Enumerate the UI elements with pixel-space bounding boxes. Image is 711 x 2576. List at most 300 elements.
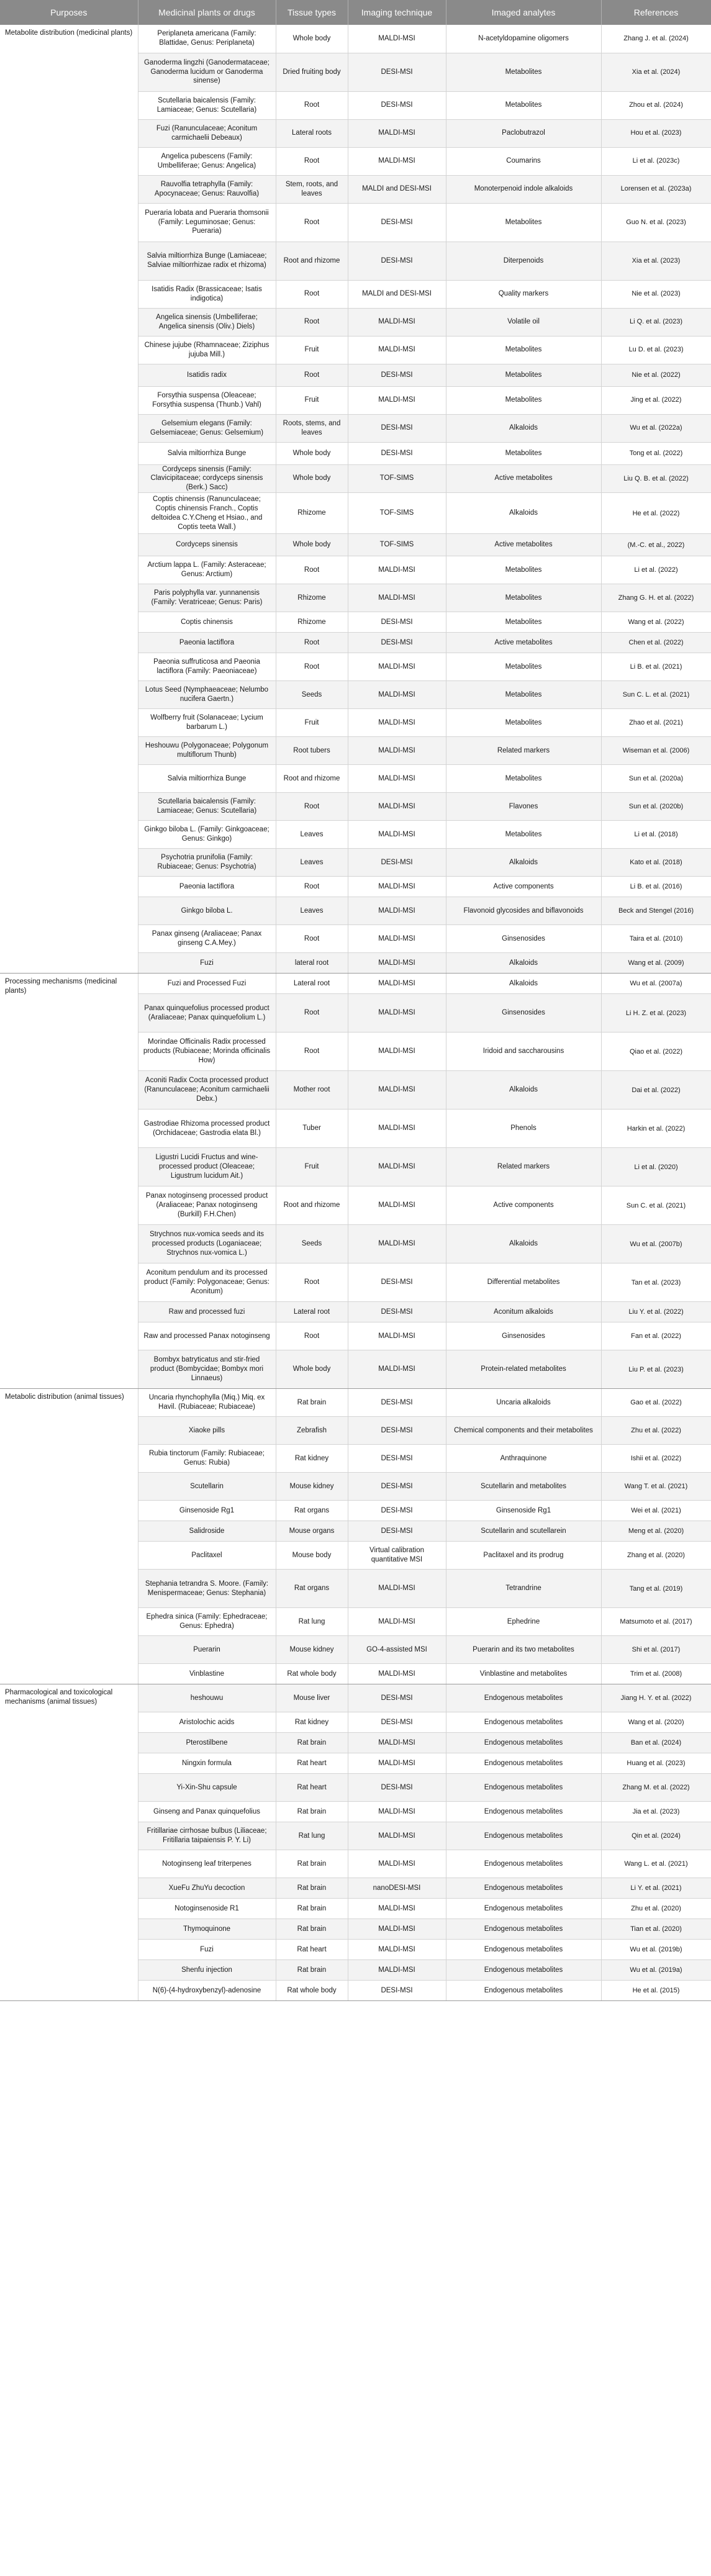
analytes-cell: Endogenous metabolites bbox=[446, 1712, 601, 1733]
reference-cell: He et al. (2015) bbox=[601, 1981, 711, 2001]
technique-cell: MALDI-MSI bbox=[348, 1071, 446, 1109]
technique-cell: MALDI-MSI bbox=[348, 1033, 446, 1071]
technique-cell: MALDI-MSI bbox=[348, 1664, 446, 1684]
plant-cell: Pueraria lobata and Pueraria thomsonii (Family: Leguminosae; Genus: Pueraria) bbox=[138, 203, 276, 242]
plant-cell: Paclitaxel bbox=[138, 1542, 276, 1570]
analytes-cell: Iridoid and saccharousins bbox=[446, 1033, 601, 1071]
reference-cell: Harkin et al. (2022) bbox=[601, 1109, 711, 1148]
analytes-cell: Vinblastine and metabolites bbox=[446, 1664, 601, 1684]
purpose-cell: Metabolite distribution (medicinal plants) bbox=[0, 25, 138, 974]
reference-cell: Nie et al. (2022) bbox=[601, 364, 711, 386]
tissue-cell: Leaves bbox=[276, 821, 348, 849]
technique-cell: DESI-MSI bbox=[348, 1263, 446, 1302]
analytes-cell: Metabolites bbox=[446, 709, 601, 737]
header-tissue-types: Tissue types bbox=[276, 0, 348, 25]
tissue-cell: Rat lung bbox=[276, 1822, 348, 1850]
plant-cell: Fuzi bbox=[138, 953, 276, 974]
technique-cell: MALDI-MSI bbox=[348, 336, 446, 364]
analytes-cell: Metabolites bbox=[446, 681, 601, 709]
plant-cell: XueFu ZhuYu decoction bbox=[138, 1878, 276, 1899]
tissue-cell: Root bbox=[276, 147, 348, 175]
plant-cell: Isatidis radix bbox=[138, 364, 276, 386]
analytes-cell: Active metabolites bbox=[446, 464, 601, 493]
technique-cell: DESI-MSI bbox=[348, 1473, 446, 1501]
technique-cell: MALDI-MSI bbox=[348, 584, 446, 612]
technique-cell: MALDI-MSI bbox=[348, 1322, 446, 1350]
technique-cell: DESI-MSI bbox=[348, 442, 446, 464]
analytes-cell: N-acetyldopamine oligomers bbox=[446, 25, 601, 53]
analytes-cell: Paclitaxel and its prodrug bbox=[446, 1542, 601, 1570]
analytes-cell: Endogenous metabolites bbox=[446, 1878, 601, 1899]
header-medicinal-plants: Medicinal plants or drugs bbox=[138, 0, 276, 25]
purpose-cell: Metabolic distribution (animal tissues) bbox=[0, 1389, 138, 1684]
plant-cell: Thymoquinone bbox=[138, 1919, 276, 1940]
plant-cell: Paris polyphylla var. yunnanensis (Family: Veratriceae; Genus: Paris) bbox=[138, 584, 276, 612]
plant-cell: Periplaneta americana (Family: Blattidae, Genus: Periplaneta) bbox=[138, 25, 276, 53]
reference-cell: Wiseman et al. (2006) bbox=[601, 737, 711, 765]
reference-cell: Sun C. et al. (2021) bbox=[601, 1186, 711, 1225]
plant-cell: Shenfu injection bbox=[138, 1960, 276, 1981]
tissue-cell: Zebrafish bbox=[276, 1417, 348, 1445]
analytes-cell: Chemical components and their metabolites bbox=[446, 1417, 601, 1445]
tissue-cell: Root bbox=[276, 793, 348, 821]
reference-cell: Li Y. et al. (2021) bbox=[601, 1878, 711, 1899]
technique-cell: MALDI-MSI bbox=[348, 119, 446, 147]
reference-cell: Ban et al. (2024) bbox=[601, 1733, 711, 1753]
reference-cell: Chen et al. (2022) bbox=[601, 633, 711, 653]
plant-cell: Fuzi bbox=[138, 1940, 276, 1960]
reference-cell: Li et al. (2023c) bbox=[601, 147, 711, 175]
tissue-cell: Rat brain bbox=[276, 1919, 348, 1940]
plant-cell: Ephedra sinica (Family: Ephedraceae; Genus: Ephedra) bbox=[138, 1608, 276, 1636]
plant-cell: Heshouwu (Polygonaceae; Polygonum multiflorum Thunb) bbox=[138, 737, 276, 765]
plant-cell: Xiaoke pills bbox=[138, 1417, 276, 1445]
plant-cell: Scutellarin bbox=[138, 1473, 276, 1501]
tissue-cell: Mouse liver bbox=[276, 1684, 348, 1712]
technique-cell: MALDI-MSI bbox=[348, 653, 446, 681]
tissue-cell: Mother root bbox=[276, 1071, 348, 1109]
tissue-cell: Root bbox=[276, 556, 348, 584]
reference-cell: Li B. et al. (2016) bbox=[601, 877, 711, 897]
analytes-cell: Ephedrine bbox=[446, 1608, 601, 1636]
tissue-cell: Rat brain bbox=[276, 1878, 348, 1899]
table-row bbox=[0, 25, 711, 53]
analytes-cell: Phenols bbox=[446, 1109, 601, 1148]
reference-cell: Kato et al. (2018) bbox=[601, 849, 711, 877]
technique-cell: DESI-MSI bbox=[348, 203, 446, 242]
tissue-cell: Root bbox=[276, 308, 348, 336]
technique-cell: Virtual calibration quantitative MSI bbox=[348, 1542, 446, 1570]
technique-cell: TOF-SIMS bbox=[348, 493, 446, 534]
analytes-cell: Metabolites bbox=[446, 53, 601, 91]
reference-cell: Shi et al. (2017) bbox=[601, 1636, 711, 1664]
technique-cell: DESI-MSI bbox=[348, 53, 446, 91]
plant-cell: Salvia miltiorrhiza Bunge bbox=[138, 442, 276, 464]
reference-cell: Gao et al. (2022) bbox=[601, 1389, 711, 1417]
tissue-cell: Rat organs bbox=[276, 1501, 348, 1521]
tissue-cell: Root bbox=[276, 203, 348, 242]
reference-cell: Zhang J. et al. (2024) bbox=[601, 25, 711, 53]
plant-cell: Morindae Officinalis Radix processed products (Rubiaceae; Morinda officinalis How) bbox=[138, 1033, 276, 1071]
plant-cell: Cordyceps sinensis (Family: Clavicipitaceae; cordyceps sinensis (Berk.) Sacc) bbox=[138, 464, 276, 493]
technique-cell: DESI-MSI bbox=[348, 1684, 446, 1712]
tissue-cell: Root bbox=[276, 653, 348, 681]
analytes-cell: Coumarins bbox=[446, 147, 601, 175]
tissue-cell: Lateral root bbox=[276, 974, 348, 994]
plant-cell: Chinese jujube (Rhamnaceae; Ziziphus jujuba Mill.) bbox=[138, 336, 276, 364]
technique-cell: MALDI-MSI bbox=[348, 681, 446, 709]
tissue-cell: Mouse organs bbox=[276, 1521, 348, 1542]
tissue-cell: Fruit bbox=[276, 1148, 348, 1186]
analytes-cell: Endogenous metabolites bbox=[446, 1733, 601, 1753]
reference-cell: Matsumoto et al. (2017) bbox=[601, 1608, 711, 1636]
technique-cell: MALDI-MSI bbox=[348, 1350, 446, 1389]
plant-cell: Salidroside bbox=[138, 1521, 276, 1542]
tissue-cell: Rhizome bbox=[276, 493, 348, 534]
plant-cell: Aristolochic acids bbox=[138, 1712, 276, 1733]
reference-cell: Tang et al. (2019) bbox=[601, 1570, 711, 1608]
tissue-cell: Tuber bbox=[276, 1109, 348, 1148]
technique-cell: DESI-MSI bbox=[348, 1981, 446, 2001]
tissue-cell: Rhizome bbox=[276, 612, 348, 633]
technique-cell: MALDI-MSI bbox=[348, 556, 446, 584]
technique-cell: MALDI-MSI bbox=[348, 765, 446, 793]
reference-cell: Li Q. et al. (2023) bbox=[601, 308, 711, 336]
technique-cell: MALDI-MSI bbox=[348, 737, 446, 765]
analytes-cell: Endogenous metabolites bbox=[446, 1684, 601, 1712]
technique-cell: MALDI and DESI-MSI bbox=[348, 280, 446, 308]
plant-cell: Salvia miltiorrhiza Bunge bbox=[138, 765, 276, 793]
reference-cell: Jiang H. Y. et al. (2022) bbox=[601, 1684, 711, 1712]
analytes-cell: Metabolites bbox=[446, 765, 601, 793]
technique-cell: MALDI-MSI bbox=[348, 793, 446, 821]
reference-cell: Beck and Stengel (2016) bbox=[601, 897, 711, 925]
analytes-cell: Endogenous metabolites bbox=[446, 1960, 601, 1981]
analytes-cell: Endogenous metabolites bbox=[446, 1822, 601, 1850]
analytes-cell: Metabolites bbox=[446, 203, 601, 242]
analytes-cell: Endogenous metabolites bbox=[446, 1899, 601, 1919]
tissue-cell: Root bbox=[276, 633, 348, 653]
tissue-cell: Lateral roots bbox=[276, 119, 348, 147]
reference-cell: Liu P. et al. (2023) bbox=[601, 1350, 711, 1389]
tissue-cell: Fruit bbox=[276, 709, 348, 737]
reference-cell: Zhang G. H. et al. (2022) bbox=[601, 584, 711, 612]
plant-cell: Stephania tetrandra S. Moore. (Family: Menispermaceae; Genus: Stephania) bbox=[138, 1570, 276, 1608]
analytes-cell: Endogenous metabolites bbox=[446, 1802, 601, 1822]
plant-cell: Paeonia lactiflora bbox=[138, 633, 276, 653]
reference-cell: Fan et al. (2022) bbox=[601, 1322, 711, 1350]
technique-cell: MALDI-MSI bbox=[348, 974, 446, 994]
plant-cell: Puerarin bbox=[138, 1636, 276, 1664]
technique-cell: MALDI and DESI-MSI bbox=[348, 175, 446, 203]
tissue-cell: Rat kidney bbox=[276, 1712, 348, 1733]
technique-cell: TOF-SIMS bbox=[348, 534, 446, 556]
tissue-cell: Root bbox=[276, 1263, 348, 1302]
plant-cell: Salvia miltiorrhiza Bunge (Lamiaceae; Salviae miltiorrhizae radix et rhizoma) bbox=[138, 242, 276, 280]
plant-cell: Paeonia suffruticosa and Paeonia lactiflora (Family: Paeoniaceae) bbox=[138, 653, 276, 681]
tissue-cell: Rat lung bbox=[276, 1608, 348, 1636]
reference-cell: Wu et al. (2007b) bbox=[601, 1225, 711, 1263]
tissue-cell: Mouse kidney bbox=[276, 1473, 348, 1501]
plant-cell: Uncaria rhynchophylla (Miq.) Miq. ex Havil. (Rubiaceae; Rubiaceae) bbox=[138, 1389, 276, 1417]
plant-cell: Paeonia lactiflora bbox=[138, 877, 276, 897]
analytes-cell: Related markers bbox=[446, 1148, 601, 1186]
header-purposes: Purposes bbox=[0, 0, 138, 25]
reference-cell: Qin et al. (2024) bbox=[601, 1822, 711, 1850]
reference-cell: Sun et al. (2020a) bbox=[601, 765, 711, 793]
plant-cell: Lotus Seed (Nymphaeaceae; Nelumbo nucifera Gaertn.) bbox=[138, 681, 276, 709]
technique-cell: DESI-MSI bbox=[348, 1389, 446, 1417]
reference-cell: Zhu et al. (2020) bbox=[601, 1899, 711, 1919]
technique-cell: MALDI-MSI bbox=[348, 1919, 446, 1940]
tissue-cell: Root bbox=[276, 994, 348, 1033]
analytes-cell: Quality markers bbox=[446, 280, 601, 308]
tissue-cell: Rat brain bbox=[276, 1899, 348, 1919]
analytes-cell: Anthraquinone bbox=[446, 1445, 601, 1473]
technique-cell: MALDI-MSI bbox=[348, 1940, 446, 1960]
plant-cell: Psychotria prunifolia (Family: Rubiaceae; Genus: Psychotria) bbox=[138, 849, 276, 877]
plant-cell: Panax ginseng (Araliaceae; Panax ginseng C.A.Mey.) bbox=[138, 925, 276, 953]
analytes-cell: Flavones bbox=[446, 793, 601, 821]
plant-cell: Arctium lappa L. (Family: Asteraceae; Genus: Arctium) bbox=[138, 556, 276, 584]
tissue-cell: Rat whole body bbox=[276, 1664, 348, 1684]
technique-cell: TOF-SIMS bbox=[348, 464, 446, 493]
reference-cell: Guo N. et al. (2023) bbox=[601, 203, 711, 242]
technique-cell: DESI-MSI bbox=[348, 1521, 446, 1542]
analytes-cell: Endogenous metabolites bbox=[446, 1850, 601, 1878]
plant-cell: Aconitum pendulum and its processed product (Family: Polygonaceae; Genus: Aconitum) bbox=[138, 1263, 276, 1302]
analytes-cell: Ginsenosides bbox=[446, 994, 601, 1033]
reference-cell: Jia et al. (2023) bbox=[601, 1802, 711, 1822]
tissue-cell: Whole body bbox=[276, 1350, 348, 1389]
tissue-cell: Rat brain bbox=[276, 1389, 348, 1417]
plant-cell: Notoginsenoside R1 bbox=[138, 1899, 276, 1919]
plant-cell: heshouwu bbox=[138, 1684, 276, 1712]
reference-cell: Wu et al. (2019b) bbox=[601, 1940, 711, 1960]
tissue-cell: Root and rhizome bbox=[276, 242, 348, 280]
plant-cell: Coptis chinensis bbox=[138, 612, 276, 633]
plant-cell: Strychnos nux-vomica seeds and its processed products (Loganiaceae; Strychnos nux-vomica L.) bbox=[138, 1225, 276, 1263]
analytes-cell: Alkaloids bbox=[446, 849, 601, 877]
reference-cell: Sun et al. (2020b) bbox=[601, 793, 711, 821]
analytes-cell: Protein-related metabolites bbox=[446, 1350, 601, 1389]
technique-cell: MALDI-MSI bbox=[348, 821, 446, 849]
plant-cell: Panax quinquefolius processed product (Araliaceae; Panax quinquefolium L.) bbox=[138, 994, 276, 1033]
header-imaged-analytes: Imaged analytes bbox=[446, 0, 601, 25]
tissue-cell: Rat whole body bbox=[276, 1981, 348, 2001]
analytes-cell: Active components bbox=[446, 877, 601, 897]
technique-cell: MALDI-MSI bbox=[348, 994, 446, 1033]
reference-cell: Lorensen et al. (2023a) bbox=[601, 175, 711, 203]
tissue-cell: Root tubers bbox=[276, 737, 348, 765]
header-imaging-technique: Imaging technique bbox=[348, 0, 446, 25]
analytes-cell: Alkaloids bbox=[446, 493, 601, 534]
plant-cell: Ginseng and Panax quinquefolius bbox=[138, 1802, 276, 1822]
reference-cell: Zhou et al. (2024) bbox=[601, 91, 711, 119]
reference-cell: Lu D. et al. (2023) bbox=[601, 336, 711, 364]
analytes-cell: Metabolites bbox=[446, 612, 601, 633]
technique-cell: MALDI-MSI bbox=[348, 1960, 446, 1981]
reference-cell: Li et al. (2020) bbox=[601, 1148, 711, 1186]
reference-cell: Xia et al. (2024) bbox=[601, 53, 711, 91]
plant-cell: Fuzi (Ranunculaceae; Aconitum carmichaelii Debeaux) bbox=[138, 119, 276, 147]
analytes-cell: Tetrandrine bbox=[446, 1570, 601, 1608]
technique-cell: MALDI-MSI bbox=[348, 1186, 446, 1225]
plant-cell: Gastrodiae Rhizoma processed product (Orchidaceae; Gastrodia elata Bl.) bbox=[138, 1109, 276, 1148]
tissue-cell: lateral root bbox=[276, 953, 348, 974]
analytes-cell: Ginsenosides bbox=[446, 925, 601, 953]
analytes-cell: Metabolites bbox=[446, 386, 601, 414]
plant-cell: Ginsenoside Rg1 bbox=[138, 1501, 276, 1521]
technique-cell: MALDI-MSI bbox=[348, 1822, 446, 1850]
analytes-cell: Aconitum alkaloids bbox=[446, 1302, 601, 1322]
analytes-cell: Metabolites bbox=[446, 653, 601, 681]
tissue-cell: Rat heart bbox=[276, 1774, 348, 1802]
tissue-cell: Whole body bbox=[276, 534, 348, 556]
analytes-cell: Alkaloids bbox=[446, 1071, 601, 1109]
analytes-cell: Endogenous metabolites bbox=[446, 1774, 601, 1802]
analytes-cell: Related markers bbox=[446, 737, 601, 765]
reference-cell: Sun C. L. et al. (2021) bbox=[601, 681, 711, 709]
header-references: References bbox=[601, 0, 711, 25]
reference-cell: Zhang et al. (2020) bbox=[601, 1542, 711, 1570]
reference-cell: He et al. (2022) bbox=[601, 493, 711, 534]
tissue-cell: Whole body bbox=[276, 25, 348, 53]
reference-cell: Tong et al. (2022) bbox=[601, 442, 711, 464]
tissue-cell: Seeds bbox=[276, 681, 348, 709]
table-row bbox=[0, 974, 711, 994]
plant-cell: Notoginseng leaf triterpenes bbox=[138, 1850, 276, 1878]
plant-cell: Pterostilbene bbox=[138, 1733, 276, 1753]
analytes-cell: Endogenous metabolites bbox=[446, 1753, 601, 1774]
analytes-cell: Metabolites bbox=[446, 584, 601, 612]
tissue-cell: Root bbox=[276, 1322, 348, 1350]
tissue-cell: Mouse body bbox=[276, 1542, 348, 1570]
reference-cell: Li H. Z. et al. (2023) bbox=[601, 994, 711, 1033]
plant-cell: Yi-Xin-Shu capsule bbox=[138, 1774, 276, 1802]
reference-cell: Wang et al. (2009) bbox=[601, 953, 711, 974]
tissue-cell: Leaves bbox=[276, 849, 348, 877]
technique-cell: MALDI-MSI bbox=[348, 1899, 446, 1919]
analytes-cell: Metabolites bbox=[446, 442, 601, 464]
analytes-cell: Alkaloids bbox=[446, 1225, 601, 1263]
table-row bbox=[0, 1684, 711, 1712]
tissue-cell: Root and rhizome bbox=[276, 765, 348, 793]
plant-cell: Bombyx batryticatus and stir-fried product (Bombycidae; Bombyx mori Linnaeus) bbox=[138, 1350, 276, 1389]
plant-cell: Cordyceps sinensis bbox=[138, 534, 276, 556]
technique-cell: MALDI-MSI bbox=[348, 1148, 446, 1186]
technique-cell: DESI-MSI bbox=[348, 1445, 446, 1473]
tissue-cell: Seeds bbox=[276, 1225, 348, 1263]
technique-cell: MALDI-MSI bbox=[348, 308, 446, 336]
plant-cell: Vinblastine bbox=[138, 1664, 276, 1684]
plant-cell: Angelica pubescens (Family: Umbelliferae; Genus: Angelica) bbox=[138, 147, 276, 175]
reference-cell: Zhang M. et al. (2022) bbox=[601, 1774, 711, 1802]
tissue-cell: Root bbox=[276, 1033, 348, 1071]
analytes-cell: Metabolites bbox=[446, 91, 601, 119]
reference-cell: Dai et al. (2022) bbox=[601, 1071, 711, 1109]
analytes-cell: Ginsenoside Rg1 bbox=[446, 1501, 601, 1521]
reference-cell: Jing et al. (2022) bbox=[601, 386, 711, 414]
analytes-cell: Differential metabolites bbox=[446, 1263, 601, 1302]
analytes-cell: Active metabolites bbox=[446, 534, 601, 556]
reference-cell: Wang et al. (2022) bbox=[601, 612, 711, 633]
purpose-cell: Pharmacological and toxicological mechanisms (animal tissues) bbox=[0, 1684, 138, 2001]
analytes-cell: Active metabolites bbox=[446, 633, 601, 653]
analytes-cell: Endogenous metabolites bbox=[446, 1981, 601, 2001]
technique-cell: MALDI-MSI bbox=[348, 925, 446, 953]
reference-cell: Li et al. (2022) bbox=[601, 556, 711, 584]
tissue-cell: Fruit bbox=[276, 386, 348, 414]
tissue-cell: Root bbox=[276, 877, 348, 897]
tissue-cell: Root bbox=[276, 91, 348, 119]
technique-cell: MALDI-MSI bbox=[348, 1225, 446, 1263]
plant-cell: Ningxin formula bbox=[138, 1753, 276, 1774]
technique-cell: DESI-MSI bbox=[348, 1774, 446, 1802]
plant-cell: Forsythia suspensa (Oleaceae; Forsythia suspensa (Thunb.) Vahl) bbox=[138, 386, 276, 414]
analytes-cell: Uncaria alkaloids bbox=[446, 1389, 601, 1417]
plant-cell: Wolfberry fruit (Solanaceae; Lycium barbarum L.) bbox=[138, 709, 276, 737]
reference-cell: Zhu et al. (2022) bbox=[601, 1417, 711, 1445]
plant-cell: Panax notoginseng processed product (Araliaceae; Panax notoginseng (Burkill) F.H.Chen) bbox=[138, 1186, 276, 1225]
tissue-cell: Root bbox=[276, 364, 348, 386]
tissue-cell: Rat brain bbox=[276, 1802, 348, 1822]
analytes-cell: Paclobutrazol bbox=[446, 119, 601, 147]
technique-cell: DESI-MSI bbox=[348, 633, 446, 653]
technique-cell: MALDI-MSI bbox=[348, 25, 446, 53]
plant-cell: Coptis chinensis (Ranunculaceae; Coptis chinensis Franch., Coptis deltoidea C.Y.Cheng et Hsiao., and Coptis teeta Wall.) bbox=[138, 493, 276, 534]
analytes-cell: Puerarin and its two metabolites bbox=[446, 1636, 601, 1664]
technique-cell: MALDI-MSI bbox=[348, 1802, 446, 1822]
tissue-cell: Rat heart bbox=[276, 1753, 348, 1774]
technique-cell: DESI-MSI bbox=[348, 849, 446, 877]
technique-cell: MALDI-MSI bbox=[348, 386, 446, 414]
reference-cell: Li B. et al. (2021) bbox=[601, 653, 711, 681]
analytes-cell: Alkaloids bbox=[446, 974, 601, 994]
tissue-cell: Rhizome bbox=[276, 584, 348, 612]
technique-cell: DESI-MSI bbox=[348, 364, 446, 386]
reference-cell: Huang et al. (2023) bbox=[601, 1753, 711, 1774]
tissue-cell: Root and rhizome bbox=[276, 1186, 348, 1225]
technique-cell: MALDI-MSI bbox=[348, 1570, 446, 1608]
plant-cell: Raw and processed fuzi bbox=[138, 1302, 276, 1322]
plant-cell: Gelsemium elegans (Family: Gelsemiaceae; Genus: Gelsemium) bbox=[138, 414, 276, 442]
technique-cell: GO-4-assisted MSI bbox=[348, 1636, 446, 1664]
tissue-cell: Root bbox=[276, 925, 348, 953]
technique-cell: MALDI-MSI bbox=[348, 877, 446, 897]
tissue-cell: Whole body bbox=[276, 464, 348, 493]
technique-cell: DESI-MSI bbox=[348, 1712, 446, 1733]
plant-cell: Scutellaria baicalensis (Family: Lamiaceae; Genus: Scutellaria) bbox=[138, 793, 276, 821]
analytes-cell: Ginsenosides bbox=[446, 1322, 601, 1350]
tissue-cell: Rat kidney bbox=[276, 1445, 348, 1473]
reference-cell: Wu et al. (2007a) bbox=[601, 974, 711, 994]
analytes-cell: Metabolites bbox=[446, 336, 601, 364]
plant-cell: Ligustri Lucidi Fructus and wine-processed product (Oleaceae; Ligustrum lucidum Ait.) bbox=[138, 1148, 276, 1186]
plant-cell: Rauvolfia tetraphylla (Family: Apocynaceae; Genus: Rauvolfia) bbox=[138, 175, 276, 203]
analytes-cell: Alkaloids bbox=[446, 414, 601, 442]
analytes-cell: Flavonoid glycosides and biflavonoids bbox=[446, 897, 601, 925]
analytes-cell: Scutellarin and scutellarein bbox=[446, 1521, 601, 1542]
plant-cell: Ganoderma lingzhi (Ganodermataceae; Ganoderma lucidum or Ganoderma sinense) bbox=[138, 53, 276, 91]
reference-cell: Wei et al. (2021) bbox=[601, 1501, 711, 1521]
reference-cell: Hou et al. (2023) bbox=[601, 119, 711, 147]
plant-cell: Scutellaria baicalensis (Family: Lamiaceae; Genus: Scutellaria) bbox=[138, 91, 276, 119]
analytes-cell: Endogenous metabolites bbox=[446, 1940, 601, 1960]
table-body bbox=[0, 25, 711, 2001]
reference-cell: Li et al. (2018) bbox=[601, 821, 711, 849]
tissue-cell: Rat brain bbox=[276, 1733, 348, 1753]
